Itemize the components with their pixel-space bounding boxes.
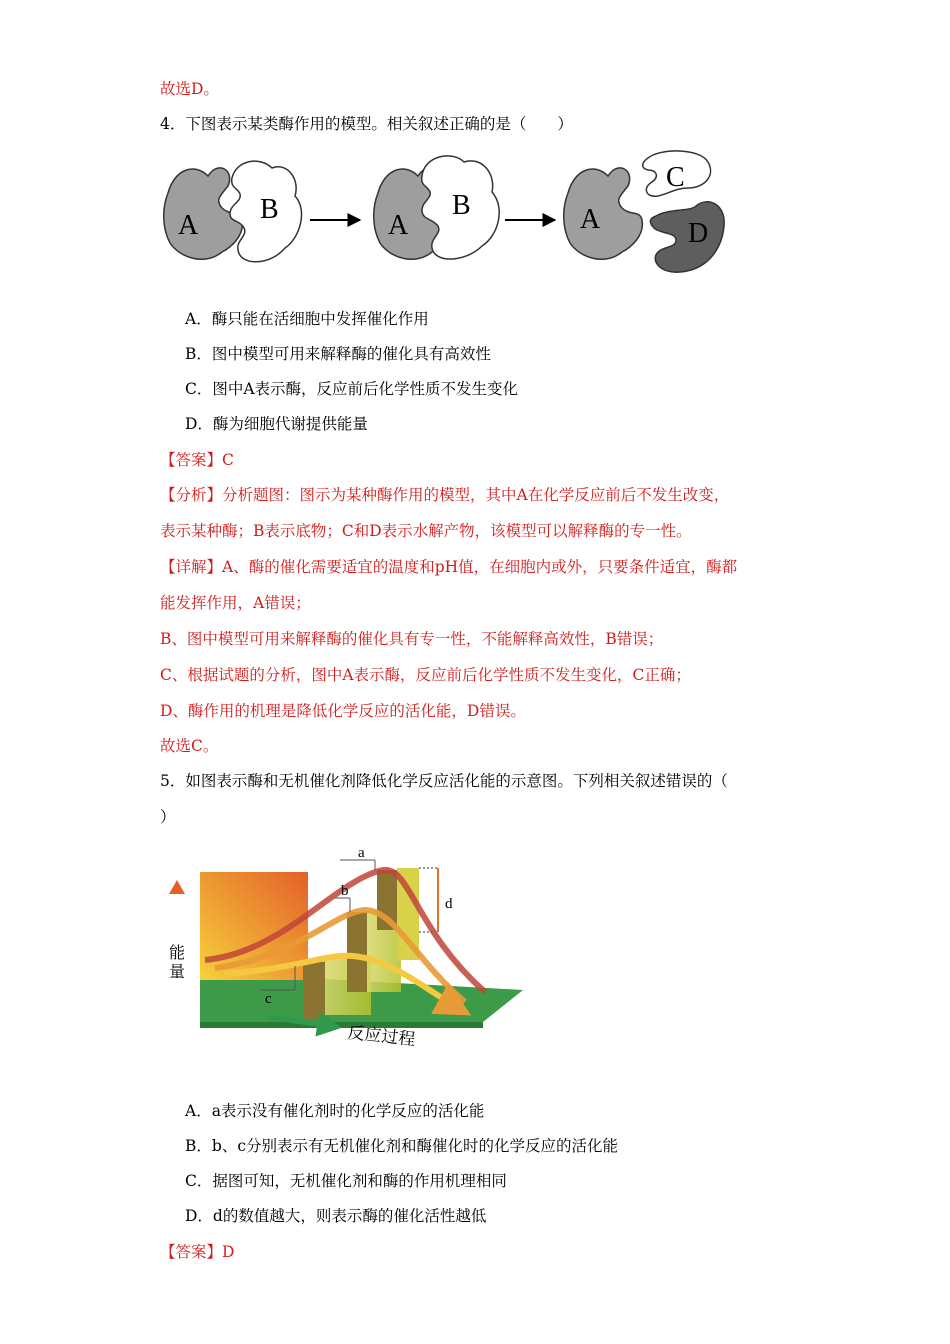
label-b-2: B	[452, 190, 471, 221]
q4-analysis-line-2: 表示某种酶；B表示底物；C和D表示水解产物，该模型可以解释酶的专一性。	[160, 522, 692, 540]
q4-detail-line-5: D、酶作用的机理是降低化学反应的活化能，D错误。	[160, 702, 526, 720]
label-a-2: A	[388, 210, 409, 241]
q4-option-d: D．酶为细胞代谢提供能量	[185, 415, 368, 433]
question-4-stem: 4．下图表示某类酶作用的模型。相关叙述正确的是（ ）	[160, 115, 573, 133]
q4-option-c: C．图中A表示酶，反应前后化学性质不发生变化	[185, 380, 519, 398]
y-axis-label-1: 能	[169, 943, 186, 962]
y-axis-label-2: 量	[169, 962, 186, 981]
q5-option-b: B．b、c分别表示有无机催化剂和酶催化时的化学反应的活化能	[185, 1137, 618, 1155]
activation-energy-figure	[165, 840, 530, 1055]
analysis-text-1: 分析题图：图示为某种酶作用的模型，其中A在化学反应前后不发生改变，	[222, 486, 730, 504]
label-a-3: A	[580, 204, 601, 235]
previous-conclusion: 故选D。	[160, 80, 219, 98]
q4-detail-line-1	[160, 556, 737, 578]
answer-label: 【答案】	[160, 451, 223, 469]
q5-option-c: C．据图可知，无机催化剂和酶的作用机理相同	[185, 1172, 507, 1190]
label-c: c	[265, 991, 272, 1007]
enzyme-model-figure	[160, 148, 730, 278]
step-b-box	[347, 912, 367, 992]
q4-option-b: B．图中模型可用来解释酶的催化具有高效性	[185, 345, 491, 363]
q4-detail-line-3: B、图中模型可用来解释酶的催化具有专一性，不能解释高效性，B错误；	[160, 630, 664, 648]
q4-option-a: A．酶只能在活细胞中发挥催化作用	[185, 310, 429, 328]
step-c-box	[303, 962, 325, 1020]
q5-answer	[160, 1241, 234, 1263]
label-c: C	[666, 162, 685, 193]
answer-value: D	[222, 1243, 235, 1261]
q4-conclusion: 故选C。	[160, 737, 219, 755]
enzyme-a-shape-free	[564, 168, 643, 259]
label-d: d	[445, 896, 453, 912]
label-a: a	[358, 845, 365, 861]
label-d: D	[688, 218, 709, 249]
x-axis-label: 反应过程	[346, 1023, 417, 1051]
detail-label: 【详解】	[160, 558, 223, 576]
question-5-stem-line-2: ）	[160, 808, 176, 826]
q5-option-a: A．a表示没有催化剂时的化学反应的活化能	[185, 1102, 485, 1120]
q4-detail-line-4: C、根据试题的分析，图中A表示酶，反应前后化学性质不发生变化，C正确；	[160, 666, 691, 684]
q5-option-d: D．d的数值越大，则表示酶的催化活性越低	[185, 1207, 487, 1225]
analysis-label: 【分析】	[160, 486, 223, 504]
q4-detail-line-2: 能发挥作用，A错误；	[160, 594, 311, 612]
answer-label: 【答案】	[160, 1243, 223, 1261]
detail-text-1: A、酶的催化需要适宜的温度和pH值，在细胞内或外，只要条件适宜，酶都	[222, 558, 738, 576]
label-b-1: B	[260, 194, 279, 225]
label-a-1: A	[178, 210, 199, 241]
question-5-stem-line-1: 5．如图表示酶和无机催化剂降低化学反应活化能的示意图。下列相关叙述错误的（	[160, 772, 728, 790]
q4-analysis-line-1	[160, 484, 729, 506]
q4-answer	[160, 449, 234, 471]
answer-value: C	[222, 451, 234, 469]
label-b: b	[341, 883, 349, 899]
